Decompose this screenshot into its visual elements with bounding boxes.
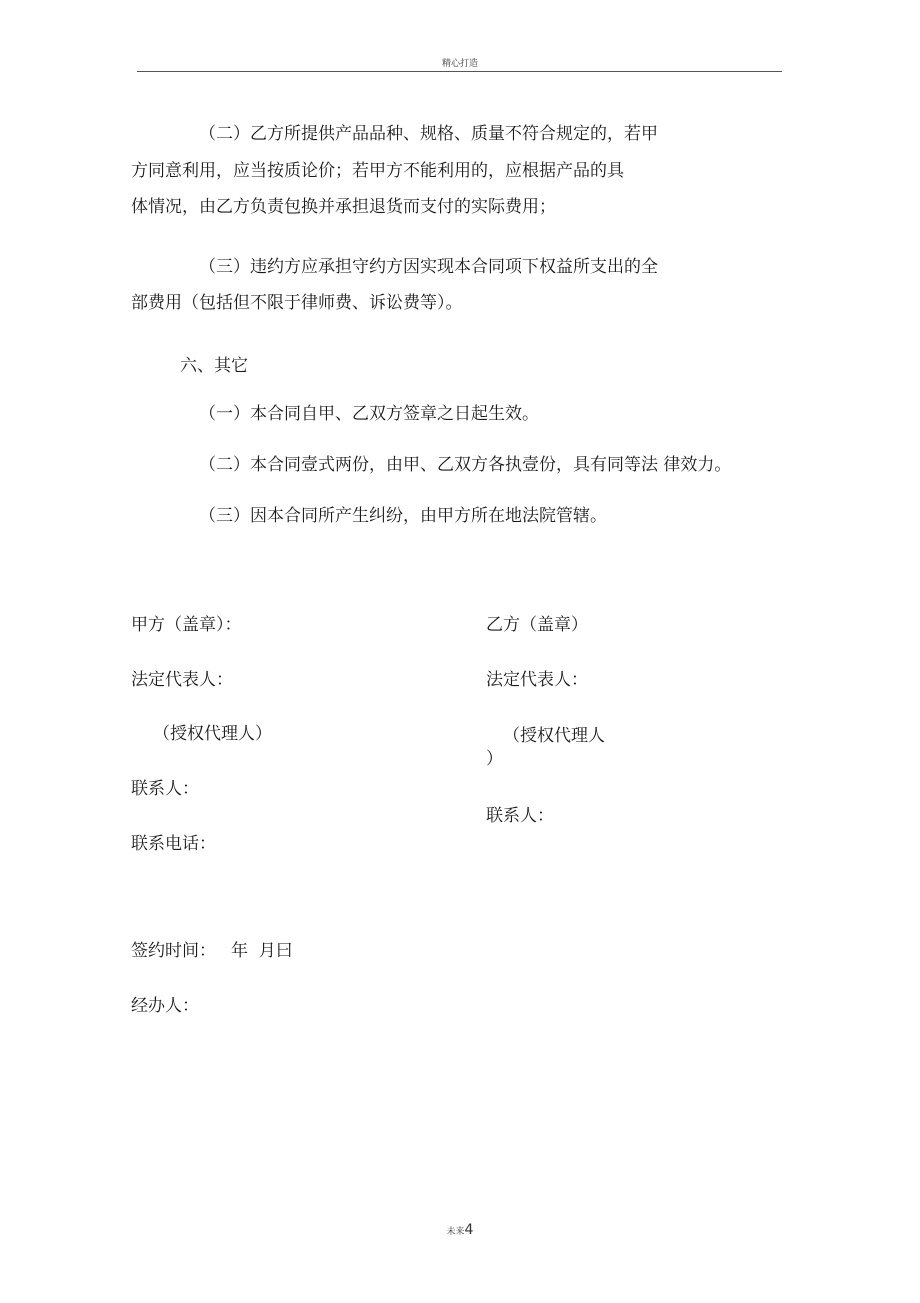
footer-prefix: 未来	[446, 1227, 465, 1237]
party-a-phone: 联系电话：	[131, 834, 216, 854]
party-b-seal: 乙方（盖章）	[486, 615, 588, 635]
section-6-item2: （二）本合同壹式两份，由甲、乙双方各执壹份，具有同等法 律效力。	[199, 455, 732, 475]
page-footer	[0, 1222, 920, 1238]
clause-2-3-line1: （三）违约方应承担守约方因实现本合同项下权益所支出的全	[199, 257, 658, 277]
section-6-item3: （三）因本合同所产生纠纷，由甲方所在地法院管辖。	[199, 506, 607, 526]
party-a-contact: 联系人：	[131, 779, 199, 799]
clause-2-2-line2: 方同意利用，应当按质论价；若甲方不能利用的，应根据产品的具	[131, 161, 624, 181]
party-b-agent-line2: ）	[486, 749, 503, 769]
signing-date-label: 签约时间：	[131, 941, 216, 961]
section-6-item1: （一）本合同自甲、乙双方签章之日起生效。	[199, 404, 539, 424]
page-number: 4	[464, 1222, 474, 1238]
party-a-legal-rep: 法定代表人：	[131, 670, 233, 690]
header-text: 精心打造	[441, 59, 478, 69]
header-rule	[137, 71, 782, 72]
party-a-agent: （授权代理人）	[153, 724, 272, 744]
signing-date-value: 年 月曰	[231, 941, 293, 961]
signing-handler: 经办人：	[131, 996, 199, 1016]
clause-2-2-line1: （二）乙方所提供产品品种、规格、质量不符合规定的，若甲	[199, 124, 658, 144]
party-a-seal: 甲方（盖章）：	[131, 615, 242, 635]
party-b-agent-line1: （授权代理人	[503, 726, 605, 746]
clause-2-2-line3: 体情况，由乙方负责包换并承担退货而支付的实际费用；	[131, 197, 556, 217]
party-b-legal-rep: 法定代表人：	[486, 670, 588, 690]
party-b-contact: 联系人：	[486, 806, 554, 826]
section-6-heading: 六、其它	[180, 356, 248, 376]
clause-2-3-line2: 部费用（包括但不限于律师费、诉讼费等）。	[131, 293, 463, 313]
